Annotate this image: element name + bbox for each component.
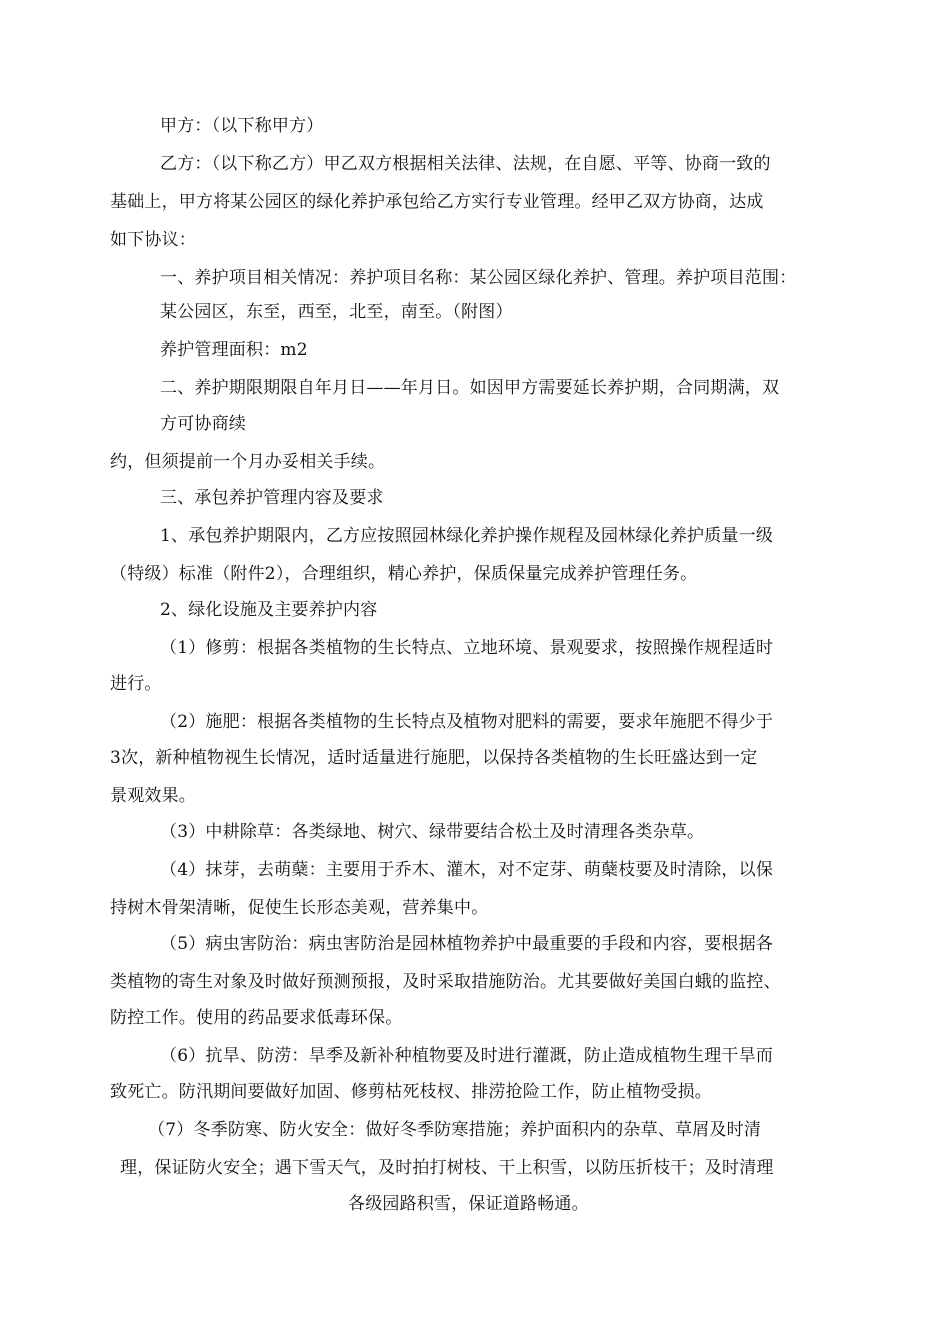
paragraph-line: 如下协议： [110, 230, 196, 250]
section-1-heading: 一、养护项目相关情况：养护项目名称：某公园区绿化养护、管理。养护项目范围： [160, 268, 797, 288]
paragraph-line: 类植物的寄生对象及时做好预测预报，及时采取措施防治。尤其要做好美国白蛾的监控、 [110, 972, 781, 992]
paragraph-line: 3次，新种植物视生长情况，适时适量进行施肥，以保持各类植物的生长旺盛达到一定 [110, 748, 758, 768]
paragraph-line: 进行。 [110, 674, 162, 694]
section-2-heading: 二、养护期限期限自年月日——年月日。如因甲方需要延长养护期，合同期满，双 [160, 378, 780, 398]
subitem-1-line: （1）修剪：根据各类植物的生长特点、立地环境、景观要求，按照操作规程适时 [160, 638, 774, 658]
item-2-line: 2、绿化设施及主要养护内容 [160, 600, 378, 620]
paragraph-line: 基础上，甲方将某公园区的绿化养护承包给乙方实行专业管理。经甲乙双方协商，达成 [110, 192, 764, 212]
paragraph-line: 养护管理面积：m2 [160, 340, 308, 360]
party-b-line: 乙方：（以下称乙方）甲乙双方根据相关法律、法规，在自愿、平等、协商一致的 [160, 154, 771, 174]
subitem-5-line: （5）病虫害防治：病虫害防治是园林植物养护中最重要的手段和内容，要根据各 [160, 934, 774, 954]
paragraph-line: 各级园路积雪，保证道路畅通。 [348, 1194, 589, 1214]
paragraph-line: 持树木骨架清晰，促使生长形态美观，营养集中。 [110, 898, 489, 918]
party-a-line: 甲方：（以下称甲方） [160, 116, 324, 136]
paragraph-line: （特级）标准（附件2），合理组织，精心养护，保质保量完成养护管理任务。 [110, 564, 698, 584]
paragraph-line: 防控工作。使用的药品要求低毒环保。 [110, 1008, 403, 1028]
paragraph-line: 某公园区，东至，西至，北至，南至。（附图） [160, 302, 513, 322]
subitem-4-line: （4）抹芽，去萌蘖：主要用于乔木、灌木，对不定芽、萌蘖枝要及时清除，以保 [160, 860, 774, 880]
paragraph-line: 方可协商续 [160, 414, 246, 434]
subitem-2-line: （2）施肥：根据各类植物的生长特点及植物对肥料的需要，要求年施肥不得少于 [160, 712, 774, 732]
item-1-line: 1、承包养护期限内，乙方应按照园林绿化养护操作规程及园林绿化养护质量一级 [160, 526, 774, 546]
paragraph-line: 约，但须提前一个月办妥相关手续。 [110, 452, 386, 472]
section-3-heading: 三、承包养护管理内容及要求 [160, 488, 384, 508]
paragraph-line: 致死亡。防汛期间要做好加固、修剪枯死枝杈、排涝抢险工作，防止植物受损。 [110, 1082, 712, 1102]
subitem-3-line: （3）中耕除草：各类绿地、树穴、绿带要结合松土及时清理各类杂草。 [160, 822, 705, 842]
subitem-7-line: （7）冬季防寒、防火安全：做好冬季防寒措施；养护面积内的杂草、草屑及时清 [148, 1120, 762, 1140]
paragraph-line: 理，保证防火安全；遇下雪天气，及时拍打树枝、干上积雪，以防压折枝干；及时清理 [120, 1158, 774, 1178]
paragraph-line: 景观效果。 [110, 786, 196, 806]
subitem-6-line: （6）抗旱、防涝：旱季及新补种植物要及时进行灌溉，防止造成植物生理干旱而 [160, 1046, 774, 1066]
